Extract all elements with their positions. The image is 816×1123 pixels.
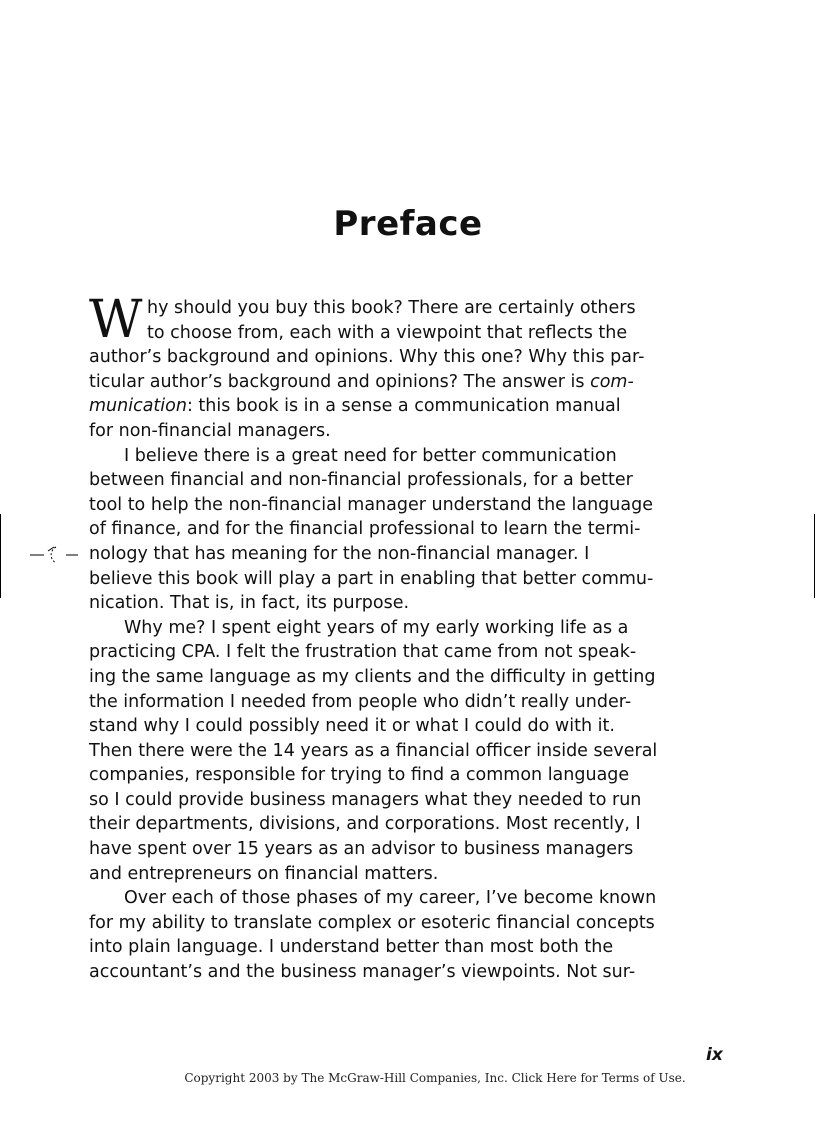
- copyright-notice[interactable]: Copyright 2003 by The McGraw-Hill Companies, Inc. Click Here for Terms of Use.: [184, 1071, 686, 1085]
- text-line: Then there were the 14 years as a financial officer inside several: [89, 740, 658, 761]
- registration-mark-icon: [30, 544, 78, 566]
- text-line: of finance, and for the financial professional to learn the termi-: [89, 519, 641, 540]
- text-line: between financial and non-financial professionals, for a better: [89, 470, 633, 491]
- italic-term: com-: [590, 371, 634, 392]
- text-line: I believe there is a great need for better communication: [124, 445, 617, 466]
- preface-body: [89, 290, 727, 985]
- text-line: companies, responsible for trying to find a common language: [89, 765, 630, 786]
- text-line: author’s background and opinions. Why this one? Why this par-: [89, 347, 645, 368]
- page-number: ix: [706, 1045, 723, 1065]
- italic-term: munication: [89, 396, 187, 417]
- text-line: their departments, divisions, and corporations. Most recently, I: [89, 814, 641, 835]
- text-line: and entrepreneurs on financial matters.: [89, 863, 439, 884]
- text-segment: : this book is in a sense a communication manual: [186, 396, 621, 417]
- text-line: stand why I could possibly need it or what I could do with it.: [89, 716, 615, 737]
- text-line: for my ability to translate complex or esoteric financial concepts: [89, 912, 655, 933]
- text-line: the information I needed from people who didn’t really under-: [89, 691, 632, 712]
- text-line: for non-financial managers.: [89, 420, 331, 441]
- text-line: [89, 370, 727, 395]
- text-line: nication. That is, in fact, its purpose.: [89, 593, 410, 614]
- text-line: have spent over 15 years as an advisor to business managers: [89, 839, 634, 860]
- text-line: practicing CPA. I felt the frustration that came from not speak-: [89, 642, 637, 663]
- text-line: [89, 394, 727, 419]
- text-line: hy should you buy this book? There are certainly others: [147, 298, 636, 318]
- text-line: into plain language. I understand better than most both the: [89, 937, 614, 958]
- crop-mark-right: [814, 514, 815, 598]
- text-segment: ticular author’s background and opinions? The answer is: [89, 371, 591, 392]
- text-line: accountant’s and the business manager’s viewpoints. Not sur-: [89, 962, 636, 983]
- text-line: Over each of those phases of my career, I’ve become known: [124, 888, 657, 909]
- drop-cap: W: [89, 290, 143, 350]
- text-line: so I could provide business managers what they needed to run: [89, 789, 642, 810]
- crop-mark-left: [0, 514, 1, 598]
- text-line: ing the same language as my clients and the difficulty in getting: [89, 666, 656, 687]
- text-line: to choose from, each with a viewpoint that reflects the: [147, 322, 628, 343]
- text-line: tool to help the non-financial manager understand the language: [89, 494, 653, 515]
- text-line: Why me? I spent eight years of my early working life as a: [124, 617, 629, 638]
- text-line: believe this book will play a part in enabling that better commu-: [89, 568, 654, 589]
- page-title: Preface: [333, 204, 483, 244]
- text-line: nology that has meaning for the non-financial manager. I: [89, 543, 590, 564]
